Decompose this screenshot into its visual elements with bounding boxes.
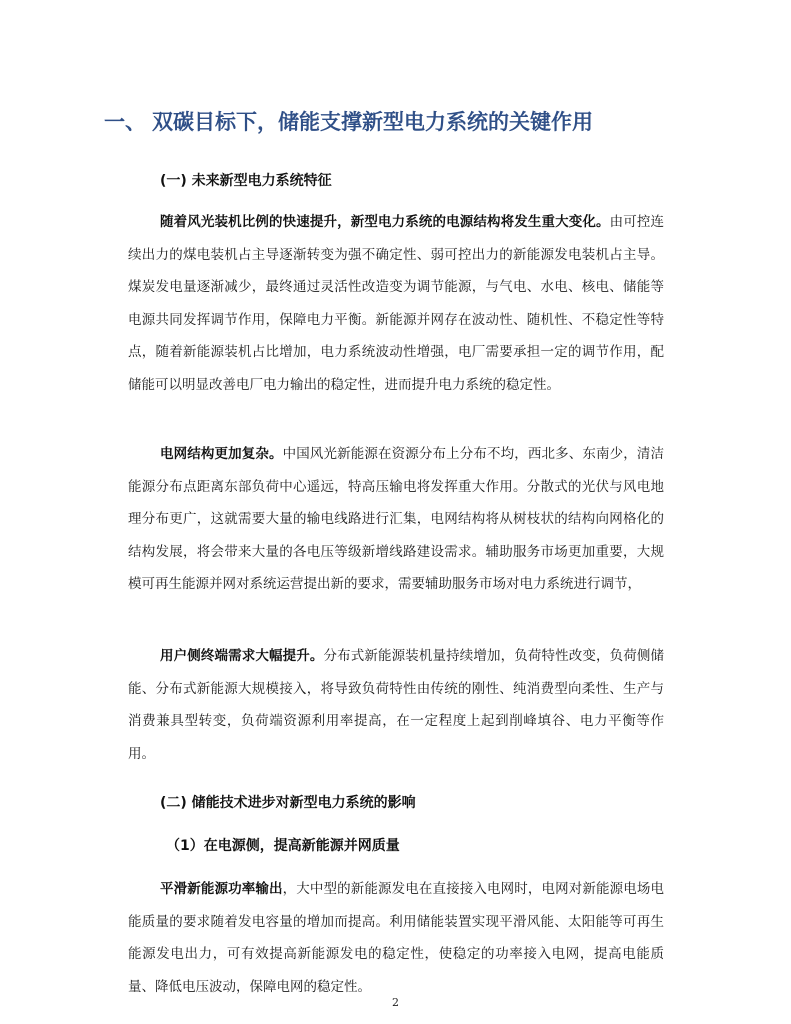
subsection-heading-2: (二) 储能技术进步对新型电力系统的影响 — [160, 795, 416, 811]
paragraph-body: ，大中型的新能源发电在直接接入电网时，电网对新能源电场电能质量的要求随着发电容量的增加而提高。利用储能装置实现平滑风能、太阳能等可再生能源发电出力，可有效提高新能源发电的稳定性，使稳定的功率接入电网，提高电能质量、降低电压波动，保障电网的稳定性。 — [128, 881, 664, 995]
paragraph-smoothing-output — [128, 873, 664, 1003]
section-heading — [104, 106, 744, 136]
page-number: 2 — [392, 996, 399, 1009]
section-number: 一、 — [104, 110, 146, 134]
paragraph-lead: 平滑新能源功率输出 — [160, 881, 283, 897]
paragraph-lead: 电网结构更加复杂。 — [160, 446, 283, 462]
paragraph-grid-structure — [128, 438, 664, 601]
subsection-heading-1: (一) 未来新型电力系统特征 — [160, 173, 332, 189]
paragraph-user-demand — [128, 640, 664, 770]
subsubsection-heading: （1）在电源侧，提高新能源并网质量 — [166, 838, 400, 854]
paragraph-body: 由可控连续出力的煤电装机占主导逐渐转变为强不确定性、弱可控出力的新能源发电装机占主导。煤炭发电量逐渐减少，最终通过灵活性改造变为调节能源，与气电、水电、核电、储能等电源共同发挥调节作用，保障电力平衡。新能源并网存在波动性、随机性、不稳定性等特点，随着新能源装机占比增加，电力系统波动性增强，电厂需要承担一定的调节作用，配储能可以明显改善电厂电力输出的稳定性，进而提升电力系统的稳定性。 — [128, 214, 664, 393]
paragraph-body: 分布式新能源装机量持续增加，负荷特性改变，负荷侧储能、分布式新能源大规模接入，将导致负荷特性由传统的刚性、纯消费型向柔性、生产与消费兼具型转变，负荷端资源利用率提高，在一定程度上起到削峰填谷、电力平衡等作用。 — [128, 648, 664, 762]
paragraph-lead: 随着风光装机比例的快速提升，新型电力系统的电源结构将发生重大变化。 — [160, 214, 610, 230]
paragraph-power-source — [128, 206, 664, 401]
paragraph-body: 中国风光新能源在资源分布上分布不均，西北多、东南少，清洁能源分布点距离东部负荷中心遥远，特高压输电将发挥重大作用。分散式的光伏与风电地理分布更广，这就需要大量的输电线路进行汇集，电网结构将从树枝状的结构向网格化的结构发展，将会带来大量的各电压等级新增线路建设需求。辅助服务市场更加重要，大规模可再生能源并网对系统运营提出新的要求，需要辅助服务市场对电力系统进行调节， — [128, 446, 664, 592]
paragraph-lead: 用户侧终端需求大幅提升。 — [160, 648, 324, 664]
section-title: 双碳目标下，储能支撑新型电力系统的关键作用 — [152, 110, 593, 134]
